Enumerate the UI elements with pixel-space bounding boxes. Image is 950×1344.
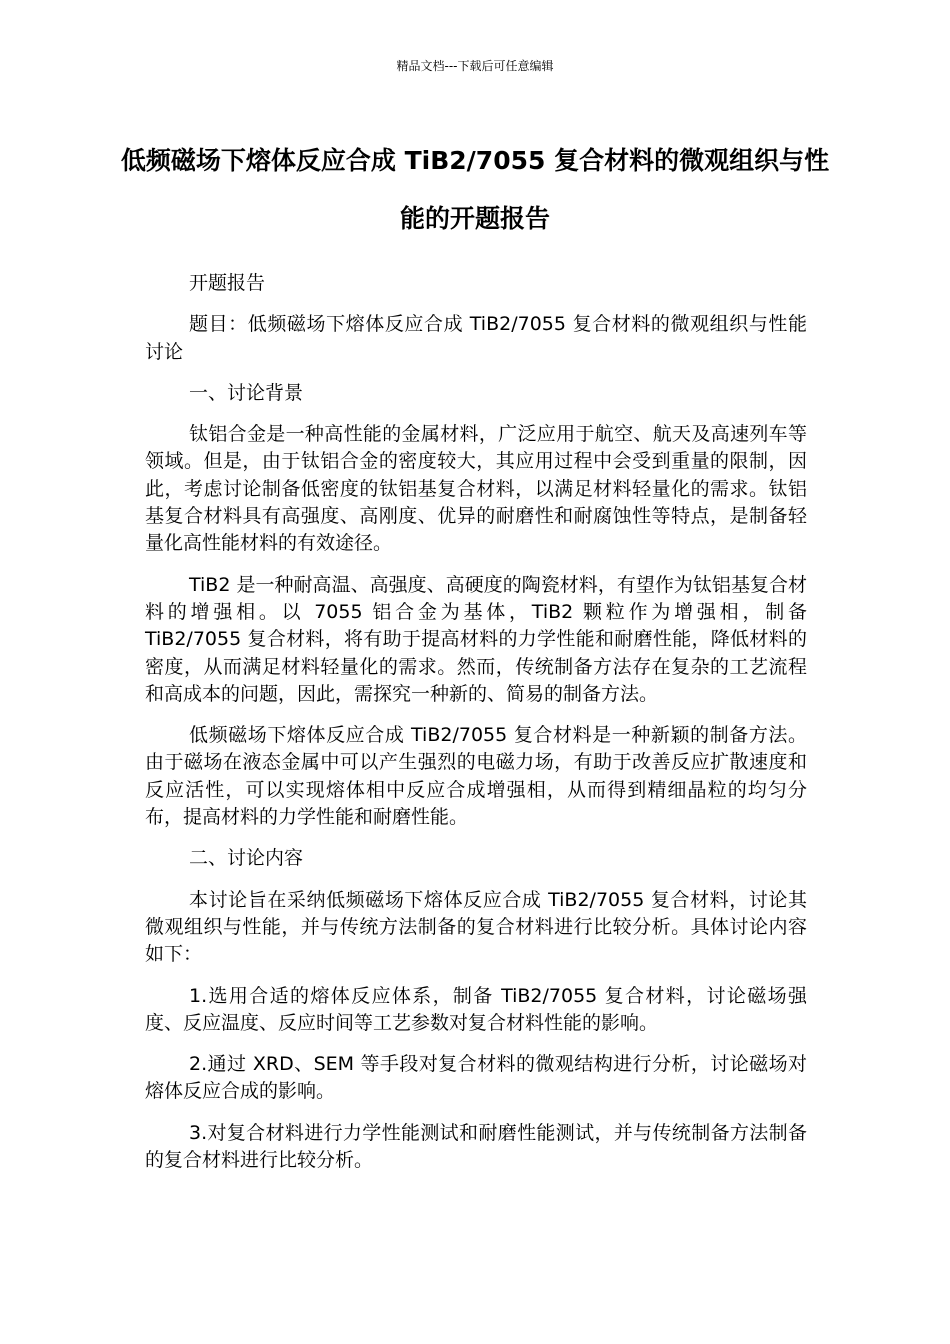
paragraph-background-1: 钛铝合金是一种高性能的金属材料，广泛应用于航空、航天及高速列车等领域。但是，由于钛铝合金的密度较大，其应用过程中会受到重量的限制，因此，考虑讨论制备低密度的钛铝基复合材料，以满足材料轻量化的需求。钛铝基复合材料具有高强度、高刚度、优异的耐磨性和耐腐蚀性等特点，是制备轻量化高性能材料的有效途径。 [145,423,807,555]
document-body [145,270,807,1188]
list-item-1: 1.选用合适的熔体反应体系，制备 TiB2/7055 复合材料，讨论磁场强度、反应温度、反应时间等工艺参数对复合材料性能的影响。 [145,984,807,1034]
section-heading-content: 二、讨论内容 [189,847,304,870]
document-title: 低频磁场下熔体反应合成 TiB2/7055 复合材料的微观组织与性能的开题报告 [120,146,830,233]
paragraph-background-2: TiB2 是一种耐高温、高强度、高硬度的陶瓷材料，有望作为钛铝基复合材料的增强相。以 7055 铝合金为基体，TiB2 颗粒作为增强相，制备 TiB2/7055 复合材料，将有助于提高材料的力学性能和耐磨性能，降低材料的密度，从而满足材料轻量化的需求。然而，传统制备方法存在复杂的工艺流程和高成本的问题，因此，需探究一种新的、简易的制备方法。 [145,573,807,705]
paragraph-content-intro: 本讨论旨在采纳低频磁场下熔体反应合成 TiB2/7055 复合材料，讨论其微观组织与性能，并与传统方法制备的复合材料进行比较分析。具体讨论内容如下： [145,888,807,966]
header-note: 精品文档---下载后可任意编辑 [396,59,554,73]
section-heading-background: 一、讨论背景 [189,381,304,404]
paragraph-report-label: 开题报告 [189,272,266,294]
paragraph-topic: 题目：低频磁场下熔体反应合成 TiB2/7055 复合材料的微观组织与性能讨论 [145,313,807,363]
list-item-2: 2.通过 XRD、SEM 等手段对复合材料的微观结构进行分析，讨论磁场对熔体反应合成的影响。 [145,1053,807,1103]
list-item-3: 3.对复合材料进行力学性能测试和耐磨性能测试，并与传统制备方法制备的复合材料进行比较分析。 [145,1121,807,1172]
paragraph-background-3: 低频磁场下熔体反应合成 TiB2/7055 复合材料是一种新颖的制备方法。由于磁场在液态金属中可以产生强烈的电磁力场，有助于改善反应扩散速度和反应活性，可以实现熔体相中反应合成增强相，从而得到精细晶粒的均匀分布，提高材料的力学性能和耐磨性能。 [145,724,807,829]
